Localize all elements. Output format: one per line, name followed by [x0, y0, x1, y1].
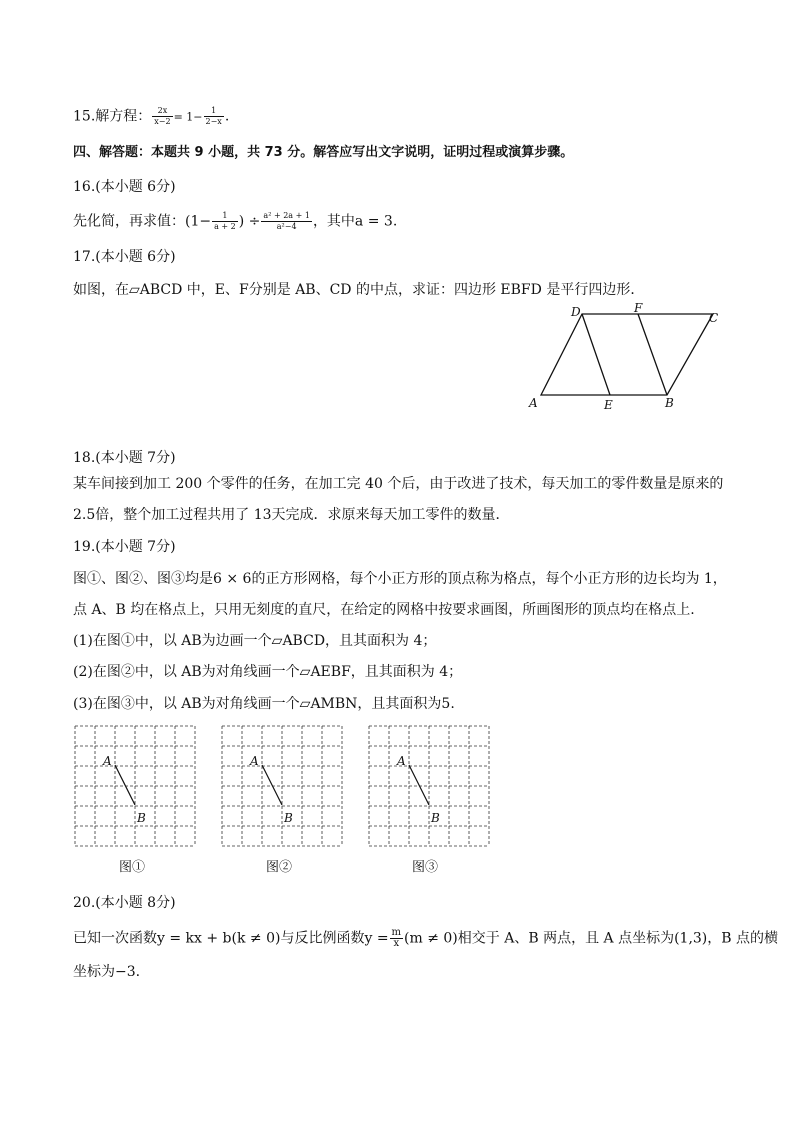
label-f: F [634, 301, 643, 315]
grid-1-lines [75, 726, 195, 846]
grid-1-segment-ab [115, 765, 135, 805]
grid-2-segment-ab [262, 765, 282, 805]
label-b: B [665, 396, 674, 410]
q15-end: . [224, 108, 230, 125]
q19-head: 19.(本小题 7分) [73, 539, 176, 555]
grid-3-lines [369, 726, 489, 846]
q15-label: 15.解方程： [73, 108, 152, 125]
parallelogram-figure [520, 300, 730, 415]
q18-head: 18.(本小题 7分) [73, 450, 176, 466]
grid-2-caption: 图② [266, 860, 293, 875]
grid-3-segment-ab [409, 765, 429, 805]
q16-fraction-1 [212, 211, 238, 232]
grid-3-label-b: B [431, 811, 440, 825]
grid-2 [221, 725, 343, 847]
grid-1-label-a: A [103, 754, 112, 768]
q19-part-3: (3)在图③中，以 AB为对角线画一个▱AMBN，且其面积为5. [73, 696, 455, 712]
section-heading: 四、解答题：本题共 9 小题，共 73 分。解答应写出文字说明，证明过程或演算步骤。 [73, 145, 574, 160]
segment-fb [638, 314, 667, 395]
grid-2-lines [222, 726, 342, 846]
label-d: D [571, 305, 581, 319]
q19-line-2: 点 A、B 均在格点上，只用无刻度的直尺，在给定的网格中按要求画图，所画图形的顶点均在格点上. [73, 602, 695, 618]
q16-head: 16.(本小题 6分) [73, 179, 176, 195]
grid-1-label-b: B [137, 811, 146, 825]
grid-3-label-a: A [397, 754, 406, 768]
q15-rhs-denominator: 2−x [205, 117, 222, 126]
grid-1 [74, 725, 196, 847]
q15-equals: = 1− [173, 110, 203, 124]
q20-line-2: 坐标为−3. [73, 964, 141, 980]
label-c: C [709, 311, 719, 325]
q16-suffix: ，其中a = 3. [312, 213, 398, 230]
q16-f1-denominator: a + 2 [214, 222, 236, 231]
q16-prefix: 先化简，再求值：(1− [73, 213, 212, 230]
q18-line-2: 2.5倍，整个加工过程共用了 13天完成．求原来每天加工零件的数量． [73, 507, 510, 523]
label-a: A [529, 396, 538, 410]
q20-head: 20.(本小题 8分) [73, 895, 176, 911]
q15-line [73, 106, 229, 128]
q20-line-1 [73, 928, 778, 949]
q19-part-1: (1)在图①中，以 AB为边画一个▱ABCD，且其面积为 4； [73, 633, 437, 649]
grid-3-caption: 图③ [412, 860, 439, 875]
q18-line-1: 某车间接到加工 200 个零件的任务，在加工完 40 个后，由于改进了技术，每天加工的零件数量是原来的 [73, 476, 724, 492]
q16-body [73, 211, 397, 232]
q16-f2-denominator: a²−4 [276, 222, 297, 231]
q20-denominator: x [393, 938, 400, 949]
grid-2-label-b: B [284, 811, 293, 825]
label-e: E [604, 398, 613, 412]
q15-lhs-fraction [152, 106, 172, 127]
q16-f1-numerator: 1 [212, 211, 238, 222]
q15-rhs-numerator: 1 [204, 106, 224, 117]
q16-f2-numerator: a² + 2a + 1 [263, 211, 310, 220]
q15-lhs-denominator: x−2 [154, 117, 171, 126]
q16-fraction-2 [261, 211, 312, 232]
q15-lhs-numerator: 2x [152, 106, 172, 117]
q20-prefix: 已知一次函数y = kx + b(k ≠ 0)与反比例函数y = [73, 930, 389, 947]
q15-rhs-fraction [204, 106, 224, 127]
grid-2-label-a: A [250, 754, 259, 768]
q20-numerator: m [391, 927, 402, 938]
parallelogram-abcd [541, 314, 713, 395]
q16-divide: ) ÷ [238, 213, 261, 230]
q19-line-1: 图①、图②、图③均是6 × 6的正方形网格，每个小正方形的顶点称为格点，每个小正方形的边长均为 1， [73, 571, 727, 587]
grid-3 [368, 725, 490, 847]
q20-suffix: (m ≠ 0)相交于 A、B 两点，且 A 点坐标为(1,3)，B 点的横 [404, 930, 779, 947]
q17-text: 如图，在▱ABCD 中，E、F分别是 AB、CD 的中点，求证：四边形 EBFD 是平行四边形． [73, 282, 645, 298]
q19-part-2: (2)在图②中，以 AB为对角线画一个▱AEBF，且其面积为 4； [73, 664, 463, 680]
grid-1-caption: 图① [119, 860, 146, 875]
q17-head: 17.(本小题 6分) [73, 249, 176, 265]
segment-de [582, 314, 610, 395]
q20-fraction [390, 928, 403, 949]
